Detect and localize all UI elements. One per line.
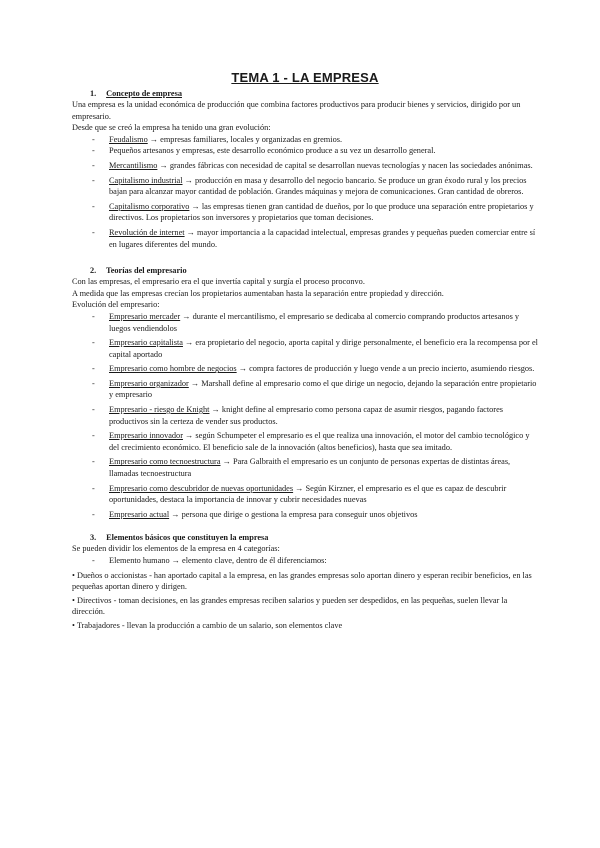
bullet-paragraph: • Directivos - toman decisiones, en las grandes empresas reciben salarios y pueden ser despedidos, en las pequeñas, suelen llevar la dirección. (72, 595, 508, 617)
list-item (92, 363, 538, 375)
list-item-term: Empresario como descubridor de nuevas oportunidades (109, 483, 294, 493)
list-item-text: → compra factores de producción y luego vende a un precio incierto, asumiendo riesgos. (236, 364, 535, 374)
paragraph: Con las empresas, el empresario era el que invertía capital y surgía el proceso proconvo. (72, 277, 365, 287)
list-item-term: Empresario innovador (109, 431, 183, 441)
list-item-term: Empresario como tecnoestructura (109, 457, 221, 467)
list-item-text: → Marshall define al empresario como el que dirige un negocio, dejando la separación entre propietario y empresario (109, 378, 537, 400)
list-item-text: Pequeños artesanos y empresas, este desarrollo económico produce a su vez un desarrollo general. (109, 146, 436, 156)
list-item (92, 456, 538, 479)
entrepreneur-list (72, 311, 538, 521)
list-item (92, 134, 538, 146)
bullet-paragraph: • Dueños o accionistas - han aportado capital a la empresa, en las grandes empresas solo aportan dinero y esperan recibir beneficios, en las pequeñas aportan dinero y dirigen. (72, 570, 532, 592)
section-1-heading (90, 89, 538, 98)
list-item-text: → persona que dirige o gestiona la empresa para conseguir unos objetivos (169, 509, 418, 519)
page-title: TEMA 1 - LA EMPRESA (231, 70, 379, 85)
section-number: 3. (90, 533, 97, 543)
paragraph: Una empresa es la unidad económica de producción que combina factores productivos para producir bienes y servicios, dirigido por un empresario. (72, 100, 521, 121)
section-number: 1. (90, 89, 97, 98)
list-item-term: Empresario organizador (109, 378, 189, 388)
section-number: 2. (90, 266, 97, 276)
list-item (92, 430, 538, 453)
list-item-term: Empresario - riesgo de Knight (109, 405, 210, 415)
paragraph: Se pueden dividir los elementos de la empresa en 4 categorías: (72, 544, 280, 554)
list-item-text: → las empresas tienen gran cantidad de dueños, por lo que produce una separación entre propietarios y directivos. Los propietarios son inversores y propietarios que toman decisiones. (109, 201, 534, 223)
list-item-term: Feudalismo (109, 134, 148, 144)
list-item-term: Capitalismo corporativo (109, 201, 190, 211)
section-title: Concepto de empresa (106, 89, 182, 98)
list-item-text: → durante el mercantilismo, el empresario se dedicaba al comercio comprando productos artesanos y luegos vendiendolos (109, 311, 520, 333)
list-item-text: → Para Galbraith el empresario es un conjunto de personas expertas de distintas áreas, llamadas tecnoestructura (109, 457, 511, 479)
list-item-text: → mayor importancia a la capacidad intelectual, empresas grandes y pequeñas pueden comerciar entre sí en lugares diferentes del mundo. (109, 227, 536, 249)
list-item-term: Empresario como hombre de negocios (109, 364, 237, 374)
list-item (92, 509, 538, 521)
list-item-text: → grandes fábricas con necesidad de capital se desarrollan nuevas tecnologías y nacen las sociedades anónimas. (157, 160, 533, 170)
bullet-paragraph: • Trabajadores - llevan la producción a cambio de un salario, son elementos clave (72, 620, 343, 630)
list-item-term: Revolución de internet (109, 227, 185, 237)
list-item-term: Mercantilismo (109, 160, 158, 170)
list-item-text: → producción en masa y desarrollo del negocio bancario. Se produce un gran éxodo rural y los precios bajan para alcanzar mayor cantidad de población. Grandes máquinas y mejora de comunicaciones. Gran cantidad de obreros. (109, 175, 527, 197)
paragraph: A medida que las empresas crecían los propietarios aumentaban hasta la separación entre propiedad y dirección. (72, 288, 444, 298)
list-item (92, 404, 538, 427)
list-item-term: Empresario capitalista (109, 338, 183, 348)
list-item (92, 160, 538, 172)
list-item (92, 555, 538, 567)
section-2-heading (90, 266, 538, 275)
list-item-term: Capitalismo industrial (109, 175, 183, 185)
list-item-text: Elemento humano → elemento clave, dentro de él diferenciamos: (109, 556, 327, 565)
elements-list (72, 555, 538, 567)
section-title: Elementos básicos que constituyen la empresa (106, 533, 269, 543)
list-item-text: → según Schumpeter el empresario es el que realiza una innovación, el motor del cambio tecnológico y del crecimiento económico. El beneficio sale de la innovación (altos beneficios), hasta que sea imitado. (109, 431, 530, 452)
list-item-text: → knight define al empresario como persona capaz de asumir riesgos, pagando factores productivos sin la certeza de vender sus productos. (109, 405, 503, 426)
list-item (92, 483, 538, 506)
list-item (92, 311, 538, 334)
list-item (92, 227, 538, 250)
section-title: Teorías del empresario (105, 266, 187, 276)
list-item-text: → Según Kirzner, el empresario es el que es capaz de descubrir oportunidades, destaca la importancia de innovar y cubrir necesidades nuevas (109, 483, 507, 505)
evolution-list (72, 134, 538, 250)
list-item-continuation (92, 145, 538, 157)
list-item-text: → era propietario del negocio, aporta capital y dirige personalmente, el beneficio era la recompensa por el capital aportado (109, 338, 538, 359)
list-item-term: Empresario actual (109, 509, 170, 519)
section-3-heading (90, 533, 538, 542)
list-item-text: → empresas familiares, locales y organizadas en gremios. (147, 134, 343, 144)
list-item (92, 378, 538, 401)
list-item (92, 337, 538, 360)
paragraph: Desde que se creó la empresa ha tenido una gran evolución: (72, 123, 271, 133)
paragraph: Evolución del empresario: (72, 300, 160, 310)
list-item (92, 175, 538, 198)
list-item-term: Empresario mercader (109, 311, 181, 321)
list-item (92, 201, 538, 224)
